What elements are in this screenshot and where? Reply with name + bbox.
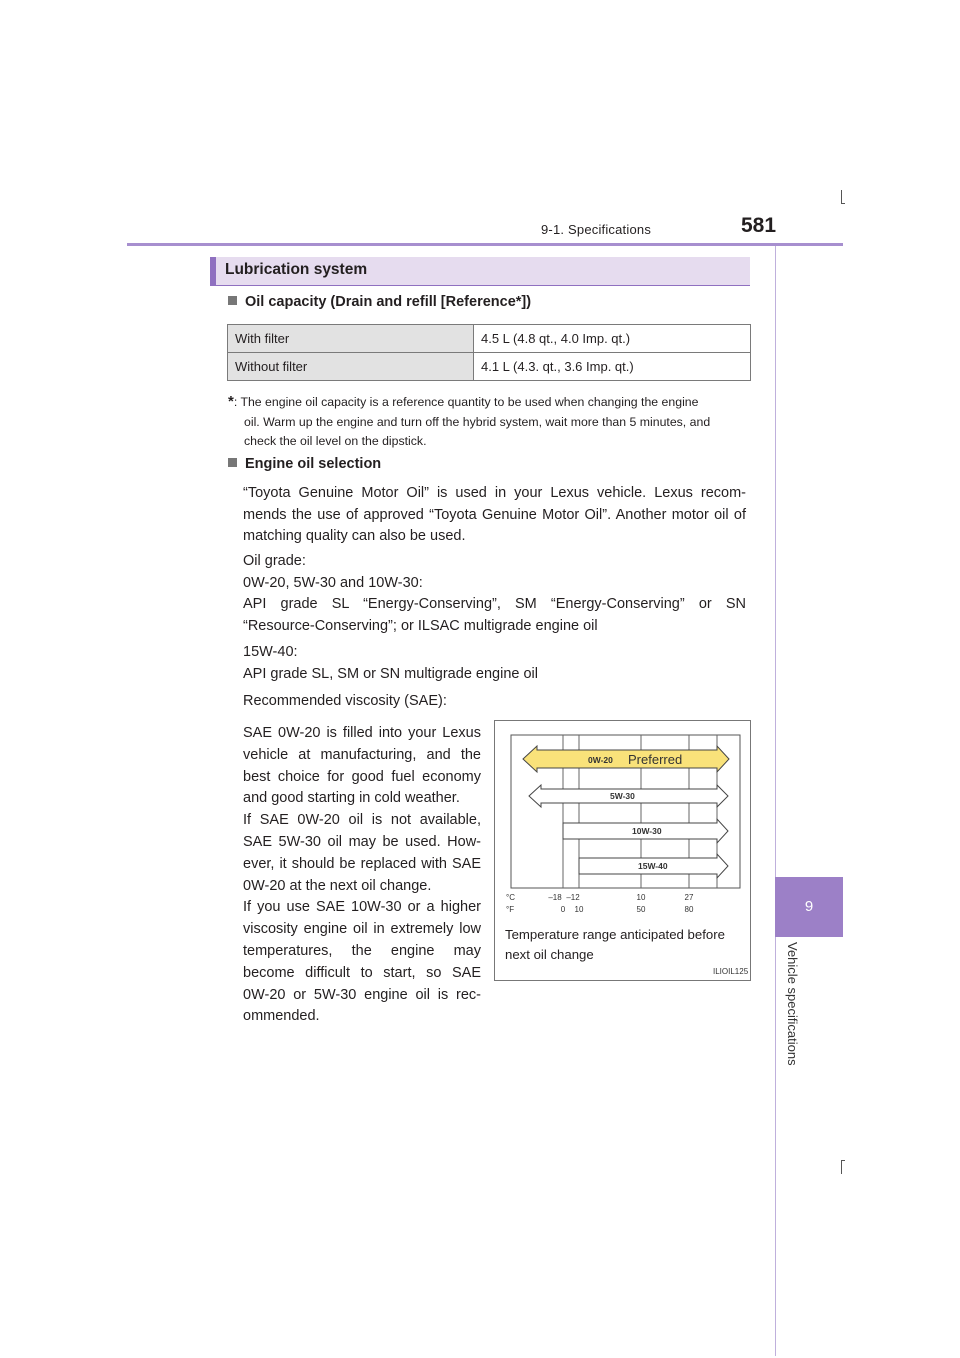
band-preferred-label: Preferred [628, 752, 683, 767]
oil-capacity-heading [228, 294, 531, 310]
chapter-tab[interactable]: 9 [775, 877, 843, 937]
paragraph-line: best choice for good fuel economy [243, 768, 481, 785]
figure-caption-line: Temperature range anticipated before [505, 927, 725, 942]
paragraph-line: temperatures, the engine may [243, 942, 481, 959]
chapter-label-text: Vehicle specifications [785, 942, 800, 1066]
paragraph-line: API grade SL “Energy-Conserving”, SM “Energy-Conserving” or SN [243, 596, 746, 612]
oil-capacity-table [227, 324, 751, 381]
oil-capacity-heading-text: Oil capacity (Drain and refill [Reference*]) [245, 294, 532, 310]
tick-label-f: 0 [560, 905, 566, 914]
footnote-line: : The engine oil capacity is a reference quantity to be used when changing the engine [233, 395, 699, 409]
oil-grade-b-text: API grade SL, SM or SN multigrade engine oil [243, 665, 538, 682]
paragraph-line: become difficult to start, so SAE [243, 964, 481, 981]
oil-grade-b-title: 15W-40: [243, 644, 298, 660]
footnote-mark: * [228, 393, 234, 410]
footnote-line: oil. Warm up the engine and turn off the hybrid system, wait more than 5 minutes, and [244, 414, 711, 429]
paragraph-line: “Resource-Conserving”; or ILSAC multigrade engine oil [243, 617, 598, 634]
oil-grade-b-block [243, 642, 746, 685]
paragraph-line: If SAE 0W-20 oil is not available, [243, 812, 481, 829]
paragraph-line: SAE 5W-30 oil may be used. How- [243, 833, 481, 850]
crop-mark-bottom [841, 1160, 842, 1174]
table-cell-value: 4.5 L (4.8 qt., 4.0 Imp. qt.) [474, 325, 751, 353]
paragraph-line: “Toyota Genuine Motor Oil” is used in your Lexus vehicle. Lexus recom- [243, 485, 746, 501]
oil-grade-label: Oil grade: [243, 553, 306, 569]
bullet-square-icon [228, 296, 237, 305]
crop-mark-top-foot [841, 203, 845, 204]
paragraph-line: viscosity engine oil in extremely low [243, 921, 481, 938]
oil-selection-heading-text: Engine oil selection [245, 456, 382, 472]
tick-label-c: 10 [636, 893, 646, 902]
tick-label-c: –12 [566, 893, 580, 902]
band-15w-40 [579, 854, 728, 878]
side-rule [775, 246, 776, 1356]
band-label: 15W-40 [638, 861, 668, 871]
tick-label-f: 50 [636, 905, 646, 914]
oil-grade-a-title: 0W-20, 5W-30 and 10W-30: [243, 574, 423, 591]
temperature-axis [506, 893, 694, 914]
running-header: 9-1. Specifications [541, 222, 652, 237]
oil-selection-intro [243, 483, 746, 548]
figure-caption-line: next oil change [505, 947, 594, 962]
paragraph-line: ommended. [243, 1008, 320, 1025]
page-number: 581 [741, 214, 777, 237]
figure-caption [505, 925, 747, 965]
paragraph-line: and good starting in cold weather. [243, 790, 460, 807]
paragraph-line: If you use SAE 10W-30 or a higher [243, 899, 481, 916]
table-row [228, 325, 751, 353]
band-0w-20 [523, 746, 729, 772]
tick-label-f: 80 [684, 905, 694, 914]
footnote-line: check the oil level on the dipstick. [244, 434, 427, 448]
band-label: 5W-30 [610, 791, 635, 801]
unit-fahrenheit: °F [506, 905, 515, 914]
chapter-label [783, 942, 803, 1082]
crop-mark-bottom-foot [841, 1160, 845, 1161]
band-10w-30 [563, 819, 728, 843]
paragraph-line: 0W-20 at the next oil change. [243, 877, 432, 894]
viscosity-label: Recommended viscosity (SAE): [243, 693, 447, 709]
viscosity-paragraph [243, 723, 481, 1028]
section-title: Lubrication system [225, 261, 368, 278]
header-rule [127, 243, 843, 246]
section-title-bar [210, 257, 750, 286]
figure-code: ILIOIL125 [713, 967, 749, 976]
crop-mark-top [841, 190, 842, 204]
paragraph-line: ever, it should be replaced with SAE [243, 855, 481, 872]
band-label: 10W-30 [632, 826, 662, 836]
footnote [228, 392, 748, 452]
tick-label-c: –18 [548, 893, 562, 902]
tick-label-c: 27 [684, 893, 694, 902]
table-row [228, 353, 751, 381]
paragraph-line: 0W-20 or 5W-30 engine oil is rec- [243, 986, 481, 1003]
table-cell-label: With filter [228, 325, 474, 353]
band-label: 0W-20 [588, 755, 613, 765]
oil-selection-heading [228, 456, 381, 472]
paragraph-line: SAE 0W-20 is filled into your Lexus [243, 725, 481, 741]
oil-grade-block [243, 551, 746, 637]
tick-label-f: 10 [574, 905, 584, 914]
table-cell-value: 4.1 L (4.3. qt., 3.6 Imp. qt.) [474, 353, 751, 381]
paragraph-line: vehicle at manufacturing, and the [243, 746, 481, 763]
table-cell-label: Without filter [228, 353, 474, 381]
unit-celsius: °C [506, 893, 515, 902]
bullet-square-icon [228, 458, 237, 467]
paragraph-line: mends the use of approved “Toyota Genuine Motor Oil”. Another motor oil of [243, 506, 746, 523]
paragraph-line: matching quality can also be used. [243, 528, 466, 544]
